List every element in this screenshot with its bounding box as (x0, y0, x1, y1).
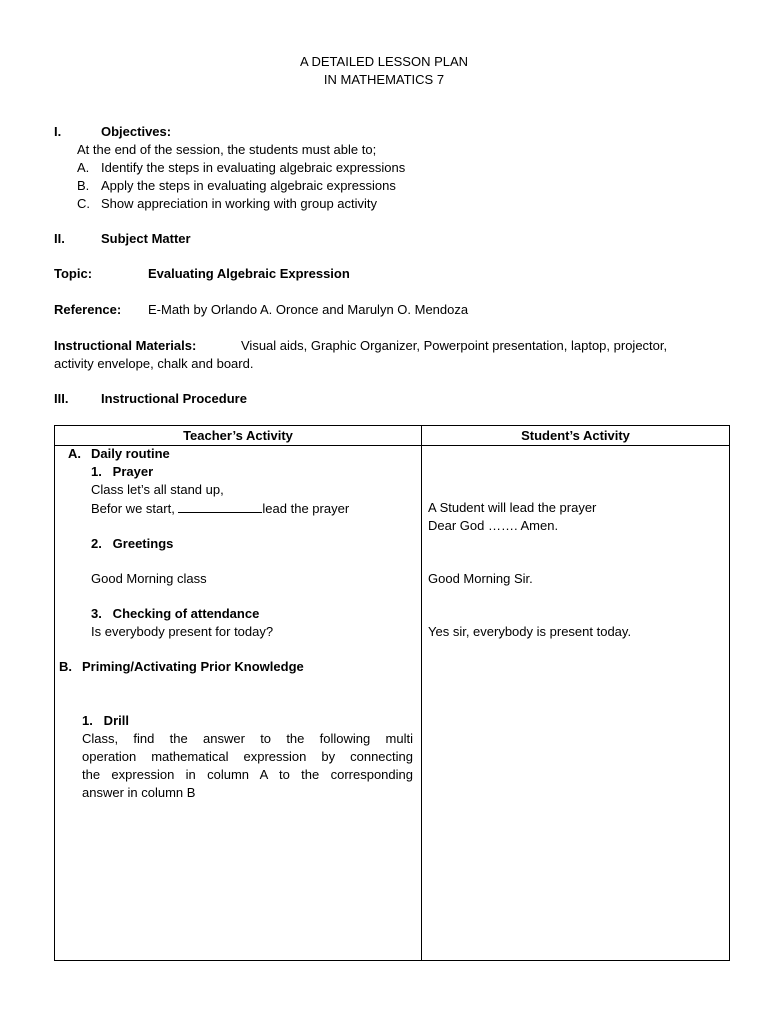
section-a-letter: A. (68, 446, 81, 461)
objective-a-text: Identify the steps in evaluating algebraic expressions (101, 160, 406, 175)
objective-c-letter: C. (77, 196, 90, 211)
section-a-heading: Daily routine (91, 446, 170, 461)
materials-value-line-1: Visual aids, Graphic Organizer, Powerpoint presentation, laptop, projector, (241, 338, 668, 353)
drill-heading: 1. Drill (82, 713, 129, 728)
procedure-heading: Instructional Procedure (101, 391, 247, 406)
prayer-line-1: Class let’s all stand up, (91, 482, 224, 497)
reference-value: E-Math by Orlando A. Oronce and Marulyn O. Mendoza (148, 302, 469, 317)
drill-line-4: answer in column B (82, 785, 196, 800)
objectives-numeral: I. (54, 124, 62, 139)
subject-matter-heading: Subject Matter (101, 231, 191, 246)
drill-line-2: operation mathematical expression by connecting (82, 749, 413, 764)
greetings-line: Good Morning class (91, 571, 207, 586)
procedure-numeral: III. (54, 391, 69, 406)
drill-line-1: Class, find the answer to the following multi (82, 731, 413, 746)
subject-matter-numeral: II. (54, 231, 65, 246)
reference-label: Reference: (54, 302, 122, 317)
materials-label: Instructional Materials: (54, 338, 197, 353)
title-line-1: A DETAILED LESSON PLAN (299, 54, 469, 69)
prayer-heading: 1. Prayer (91, 464, 154, 479)
student-prayer-line-1: A Student will lead the prayer (428, 500, 597, 515)
teacher-activity-header: Teacher’s Activity (183, 428, 293, 443)
student-attendance: Yes sir, everybody is present today. (428, 624, 632, 639)
objective-a-letter: A. (77, 160, 90, 175)
prayer-line-2 (91, 500, 349, 517)
objectives-intro: At the end of the session, the students must able to; (77, 142, 377, 157)
student-greeting: Good Morning Sir. (428, 571, 533, 586)
section-b-heading: Priming/Activating Prior Knowledge (82, 659, 304, 674)
attendance-line: Is everybody present for today? (91, 624, 274, 639)
prayer-blank-line (178, 500, 262, 513)
drill-line-3: the expression in column A to the corresponding (82, 767, 413, 782)
section-b-letter: B. (59, 659, 72, 674)
student-prayer-line-2: Dear God ……. Amen. (428, 518, 559, 533)
topic-label: Topic: (54, 266, 93, 281)
objectives-heading: Objectives: (101, 124, 172, 139)
topic-value: Evaluating Algebraic Expression (148, 266, 350, 281)
attendance-heading: 3. Checking of attendance (91, 606, 260, 621)
prayer-line-2-after: lead the prayer (262, 501, 350, 516)
objective-b-text: Apply the steps in evaluating algebraic expressions (101, 178, 396, 193)
table-column-divider (421, 426, 422, 960)
greetings-heading: 2. Greetings (91, 536, 174, 551)
student-activity-header: Student’s Activity (521, 428, 630, 443)
objective-b-letter: B. (77, 178, 90, 193)
prayer-line-2-before: Befor we start, (91, 501, 179, 516)
title-line-2: IN MATHEMATICS 7 (323, 72, 445, 87)
materials-value-line-2: activity envelope, chalk and board. (54, 356, 254, 371)
objective-c-text: Show appreciation in working with group activity (101, 196, 378, 211)
